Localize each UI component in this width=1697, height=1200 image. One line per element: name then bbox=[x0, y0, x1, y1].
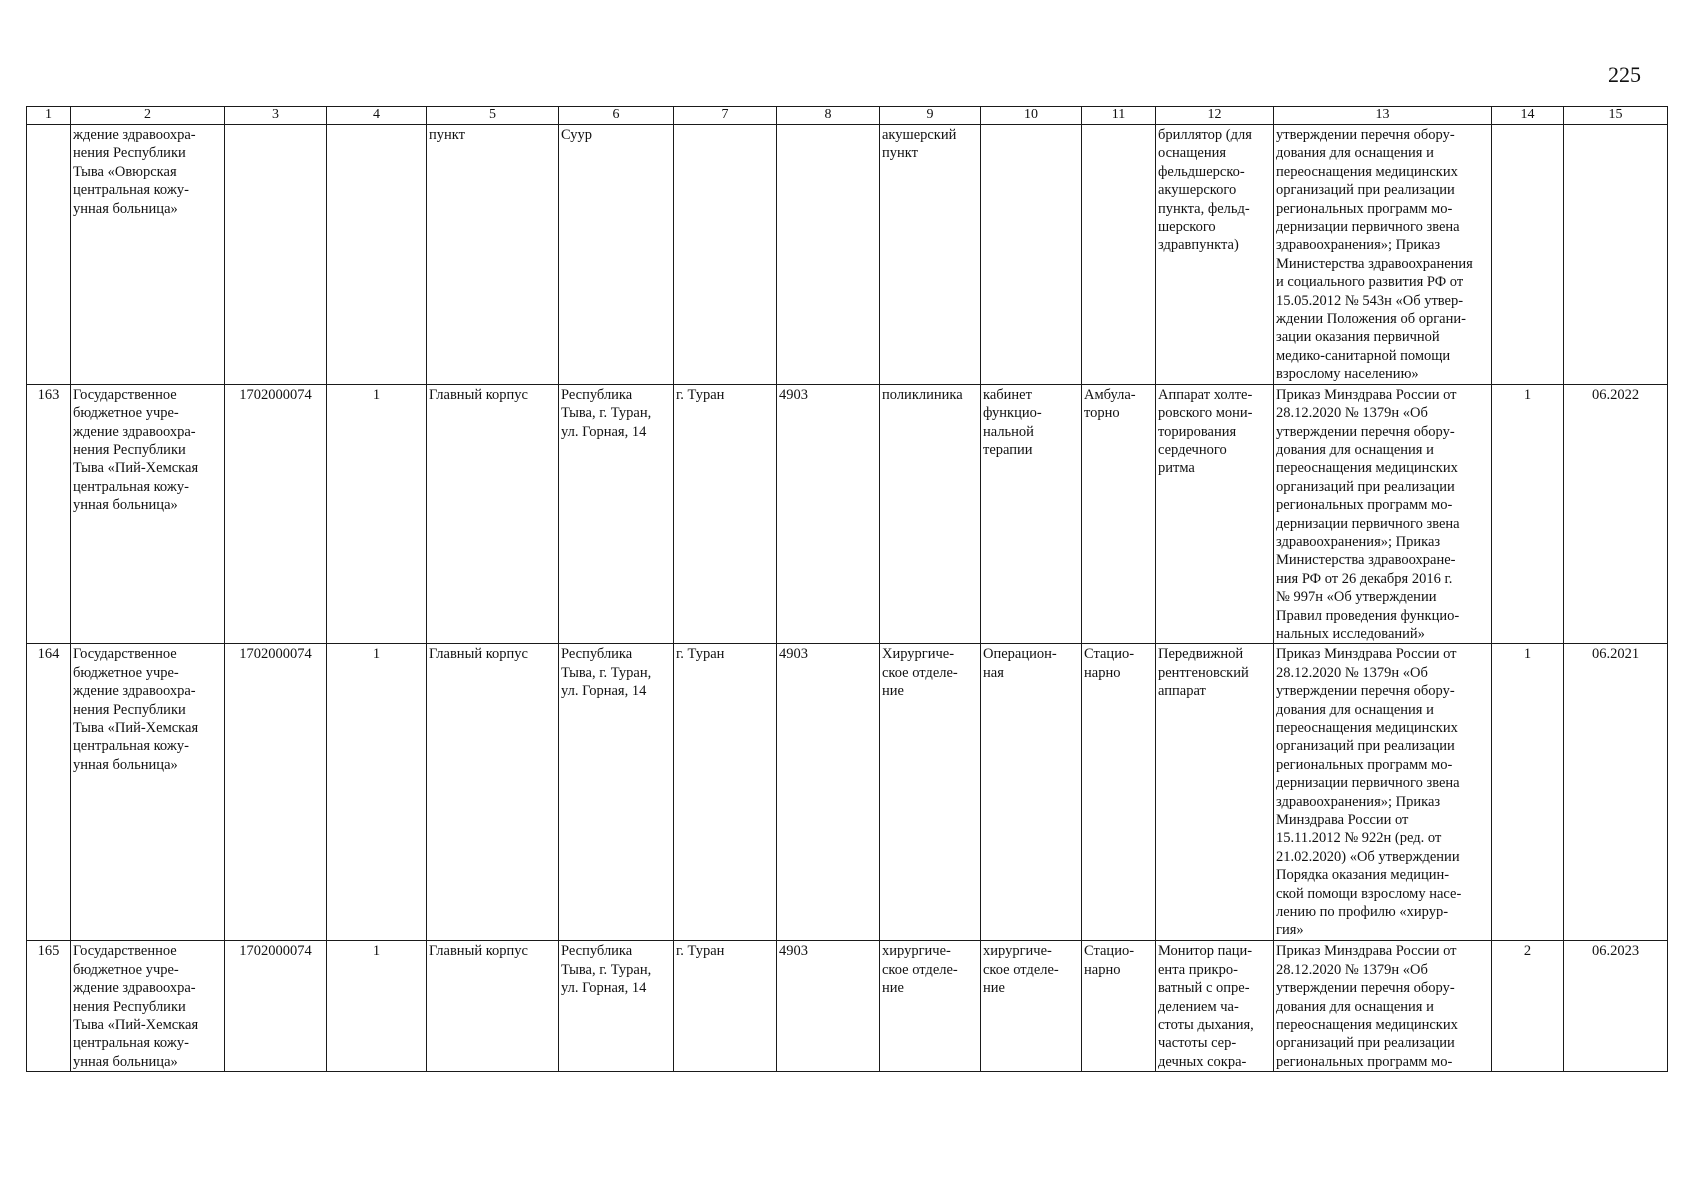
table-cell-col-2: ждение здравоохра- нения Республики Тыва «Овюрская центральная кожу- унная больница» bbox=[71, 125, 225, 385]
table-cell-col-12: Передвижной рентгеновский аппарат bbox=[1156, 644, 1274, 941]
table-cell-col-12: бриллятор (для оснащения фельдшерско- акушерского пункта, фельд- шерского здравпункта) bbox=[1156, 125, 1274, 385]
table-cell-col-8: 4903 bbox=[777, 941, 880, 1072]
data-table bbox=[26, 106, 1668, 1072]
page-number: 225 bbox=[1608, 62, 1641, 87]
table-cell-col-15: 06.2022 bbox=[1564, 384, 1668, 644]
table-cell-col-9: акушерский пункт bbox=[880, 125, 981, 385]
table-cell-col-3: 1702000074 bbox=[225, 384, 327, 644]
table-cell-col-13: Приказ Минздрава России от 28.12.2020 № 1379н «Об утверждении перечня обору- дования для оснащения и переоснащения медицинских организаций при реализации региональных программ мо- дернизации первичного звена здравоохранения»; Приказ Минздрава России от 15.11.2012 № 922н (ред. от 21.02.2020) «Об утверждении Порядка оказания медицин- ской помощи взрослому насе- лению по профилю «хирур- гия» bbox=[1274, 644, 1492, 941]
table-cell-col-3: 1702000074 bbox=[225, 644, 327, 941]
table-cell-col-8: 4903 bbox=[777, 644, 880, 941]
table-cell-col-12: Аппарат холте- ровского мони- торирования сердечного ритма bbox=[1156, 384, 1274, 644]
column-header: 2 bbox=[71, 107, 225, 125]
table-cell-col-13: Приказ Минздрава России от 28.12.2020 № 1379н «Об утверждении перечня обору- дования для оснащения и переоснащения медицинских организаций при реализации региональных программ мо- bbox=[1274, 941, 1492, 1072]
table-cell-col-12: Монитор паци- ента прикро- ватный с опре- делением ча- стоты дыхания, частоты сер- дечных сокра- bbox=[1156, 941, 1274, 1072]
table-cell-col-1: 165 bbox=[27, 941, 71, 1072]
table-cell-col-11 bbox=[1082, 125, 1156, 385]
column-header: 11 bbox=[1082, 107, 1156, 125]
column-header: 1 bbox=[27, 107, 71, 125]
table-cell-col-13: утверждении перечня обору- дования для оснащения и переоснащения медицинских организаций при реализации региональных программ мо- дернизации первичного звена здравоохранения»; Приказ Министерства здравоохранения и социального развития РФ от 15.05.2012 № 543н «Об утвер- ждении Положения об органи- зации оказания первичной медико-санитарной помощи взрослому населению» bbox=[1274, 125, 1492, 385]
table-cell-col-10: Операцион- ная bbox=[981, 644, 1082, 941]
column-header: 12 bbox=[1156, 107, 1274, 125]
table-cell-col-4: 1 bbox=[327, 384, 427, 644]
column-header: 15 bbox=[1564, 107, 1668, 125]
table-cell-col-15: 06.2021 bbox=[1564, 644, 1668, 941]
table-cell-col-6: Республика Тыва, г. Туран, ул. Горная, 14 bbox=[559, 644, 674, 941]
column-header: 7 bbox=[674, 107, 777, 125]
table-cell-col-6: Суур bbox=[559, 125, 674, 385]
table-row bbox=[27, 941, 1668, 1072]
table-cell-col-15: 06.2023 bbox=[1564, 941, 1668, 1072]
table-cell-col-5: пункт bbox=[427, 125, 559, 385]
table-cell-col-1: 164 bbox=[27, 644, 71, 941]
table-cell-col-14: 2 bbox=[1492, 941, 1564, 1072]
column-header: 5 bbox=[427, 107, 559, 125]
column-header: 4 bbox=[327, 107, 427, 125]
table-cell-col-4 bbox=[327, 125, 427, 385]
table-cell-col-3 bbox=[225, 125, 327, 385]
table-cell-col-11: Стацио- нарно bbox=[1082, 941, 1156, 1072]
table-cell-col-8: 4903 bbox=[777, 384, 880, 644]
table-cell-col-5: Главный корпус bbox=[427, 384, 559, 644]
table-cell-col-10: хирургиче- ское отделе- ние bbox=[981, 941, 1082, 1072]
table-cell-col-2: Государственное бюджетное учре- ждение здравоохра- нения Республики Тыва «Пий-Хемская центральная кожу- унная больница» bbox=[71, 941, 225, 1072]
table-header-row bbox=[27, 107, 1668, 125]
table-cell-col-15 bbox=[1564, 125, 1668, 385]
table-cell-col-4: 1 bbox=[327, 644, 427, 941]
table-cell-col-7: г. Туран bbox=[674, 644, 777, 941]
column-header: 13 bbox=[1274, 107, 1492, 125]
table-cell-col-9: поликлиника bbox=[880, 384, 981, 644]
column-header: 3 bbox=[225, 107, 327, 125]
column-header: 8 bbox=[777, 107, 880, 125]
table-row bbox=[27, 644, 1668, 941]
table-cell-col-11: Стацио- нарно bbox=[1082, 644, 1156, 941]
table-cell-col-14: 1 bbox=[1492, 384, 1564, 644]
table-cell-col-13: Приказ Минздрава России от 28.12.2020 № 1379н «Об утверждении перечня обору- дования для оснащения и переоснащения медицинских организаций при реализации региональных программ мо- дернизации первичного звена здравоохранения»; Приказ Министерства здравоохране- ния РФ от 26 декабря 2016 г. № 997н «Об утверждении Правил проведения функцио- нальных исследований» bbox=[1274, 384, 1492, 644]
table-cell-col-1: 163 bbox=[27, 384, 71, 644]
table-cell-col-14: 1 bbox=[1492, 644, 1564, 941]
table-cell-col-8 bbox=[777, 125, 880, 385]
table-row bbox=[27, 125, 1668, 385]
column-header: 14 bbox=[1492, 107, 1564, 125]
column-header: 9 bbox=[880, 107, 981, 125]
table-cell-col-9: Хирургиче- ское отделе- ние bbox=[880, 644, 981, 941]
table-row bbox=[27, 384, 1668, 644]
table-cell-col-4: 1 bbox=[327, 941, 427, 1072]
table-cell-col-2: Государственное бюджетное учре- ждение здравоохра- нения Республики Тыва «Пий-Хемская центральная кожу- унная больница» bbox=[71, 384, 225, 644]
table-cell-col-7: г. Туран bbox=[674, 941, 777, 1072]
column-header: 10 bbox=[981, 107, 1082, 125]
table-cell-col-11: Амбула- торно bbox=[1082, 384, 1156, 644]
table-cell-col-10: кабинет функцио- нальной терапии bbox=[981, 384, 1082, 644]
table-cell-col-1 bbox=[27, 125, 71, 385]
table-cell-col-5: Главный корпус bbox=[427, 644, 559, 941]
table-cell-col-14 bbox=[1492, 125, 1564, 385]
table-cell-col-6: Республика Тыва, г. Туран, ул. Горная, 14 bbox=[559, 941, 674, 1072]
table-cell-col-9: хирургиче- ское отделе- ние bbox=[880, 941, 981, 1072]
table-cell-col-2: Государственное бюджетное учре- ждение здравоохра- нения Республики Тыва «Пий-Хемская центральная кожу- унная больница» bbox=[71, 644, 225, 941]
table-cell-col-10 bbox=[981, 125, 1082, 385]
table-cell-col-3: 1702000074 bbox=[225, 941, 327, 1072]
column-header: 6 bbox=[559, 107, 674, 125]
table-cell-col-5: Главный корпус bbox=[427, 941, 559, 1072]
table-cell-col-7 bbox=[674, 125, 777, 385]
table-cell-col-7: г. Туран bbox=[674, 384, 777, 644]
table-cell-col-6: Республика Тыва, г. Туран, ул. Горная, 14 bbox=[559, 384, 674, 644]
